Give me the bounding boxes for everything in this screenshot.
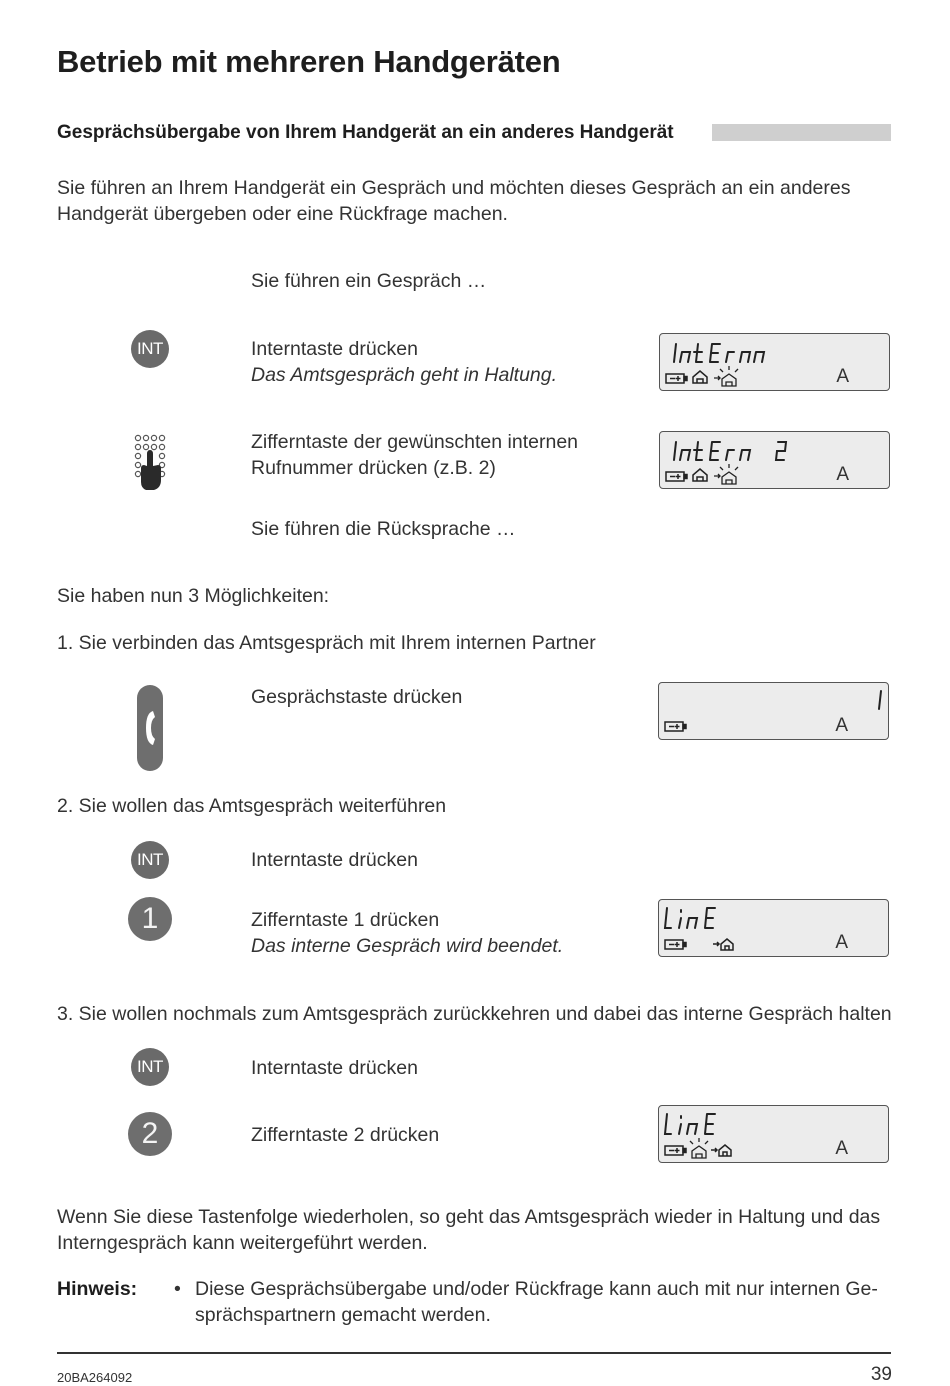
- footer-divider: [57, 1352, 891, 1354]
- talk-key-icon: [136, 684, 164, 772]
- hint-line-1: Diese Gesprächsübergabe und/oder Rückfrage kann auch mit nur internen Ge-: [195, 1278, 878, 1300]
- intro-line-2: Handgerät übergeben oder eine Rückfrage machen.: [57, 203, 508, 225]
- line-indicator: A: [836, 464, 849, 485]
- int-key-icon: INT: [131, 841, 169, 879]
- section-heading: Gesprächsübergabe von Ihrem Handgerät an ein anderes Handgerät: [57, 122, 674, 143]
- page-title: Betrieb mit mehreren Handgeräten: [57, 44, 561, 79]
- battery-icon: [665, 722, 686, 731]
- display-intern-graphic: [660, 334, 889, 390]
- step-on-hold-note: Das Amtsgespräch geht in Haltung.: [251, 364, 558, 386]
- home-base-icon: [713, 939, 733, 950]
- hint-line-2: sprächspartnern gemacht werden.: [195, 1304, 491, 1326]
- option-2-step-2: [251, 907, 563, 959]
- keypad-icon: [132, 432, 172, 494]
- antenna-icon: [714, 366, 738, 386]
- display-connected: [658, 682, 889, 740]
- lcd-segment-text: [665, 908, 715, 928]
- page-number: 39: [870, 1364, 892, 1385]
- line-indicator: A: [835, 1138, 848, 1159]
- lcd-segment-text: [674, 442, 786, 460]
- lcd-segment-text: [674, 344, 764, 362]
- intro-paragraph: [57, 175, 850, 227]
- closing-line-1: Wenn Sie diese Tastenfolge wiederholen, so geht das Amtsgespräch wieder in Haltung und das: [57, 1206, 881, 1228]
- display-line-2-graphic: [659, 1106, 888, 1162]
- display-connected-graphic: [659, 683, 888, 739]
- battery-icon: [665, 940, 686, 949]
- step-digit-line-2: Rufnummer drücken (z.B. 2): [251, 457, 496, 479]
- display-line-1: [658, 899, 889, 957]
- hint-text: [195, 1276, 878, 1328]
- digit-1-key-icon: 1: [128, 897, 172, 941]
- step-int-press: [251, 336, 557, 388]
- battery-icon: [665, 1146, 686, 1155]
- option-3-step-2: Zifferntaste 2 drücken: [251, 1124, 440, 1146]
- section-heading-bar: [712, 124, 891, 141]
- step-digit-line-1: Zifferntaste der gewünschten internen: [251, 431, 579, 453]
- battery-icon: [666, 374, 687, 383]
- display-line-2: [658, 1105, 889, 1163]
- step-call-ongoing: Sie führen ein Gespräch …: [251, 270, 487, 292]
- option-1-step: Gesprächstaste drücken: [251, 686, 463, 708]
- intro-line-1: Sie führen an Ihrem Handgerät ein Gespräch und möchten dieses Gespräch an ein anderes: [57, 177, 851, 199]
- line-indicator: A: [836, 366, 849, 387]
- option-2-heading: 2. Sie wollen das Amtsgespräch weiterführen: [57, 795, 447, 817]
- int-key-icon: INT: [131, 330, 169, 368]
- options-intro: Sie haben nun 3 Möglichkeiten:: [57, 585, 330, 607]
- int-key-icon: INT: [131, 1048, 169, 1086]
- step-int-press-text: Interntaste drücken: [251, 338, 418, 360]
- display-line-1-graphic: [659, 900, 888, 956]
- antenna-icon: [714, 464, 738, 484]
- option-1-heading: 1. Sie verbinden das Amtsgespräch mit Ihrem internen Partner: [57, 632, 596, 654]
- display-intern: [659, 333, 890, 391]
- antenna-icon: [690, 1138, 708, 1158]
- step-consult: Sie führen die Rücksprache …: [251, 518, 516, 540]
- display-intern-2: [659, 431, 890, 489]
- option-2-note: Das interne Gespräch wird beendet.: [251, 935, 564, 957]
- option-3-heading: 3. Sie wollen nochmals zum Amtsgespräch zurückkehren und dabei das interne Gespräch halten: [57, 1003, 892, 1025]
- step-digit: [251, 429, 578, 481]
- home-base-icon: [693, 469, 707, 481]
- option-3-step-1: Interntaste drücken: [251, 1057, 418, 1079]
- lcd-segment-text: [879, 691, 881, 709]
- closing-paragraph: [57, 1204, 880, 1256]
- closing-line-2: Interngespräch kann weitergeführt werden.: [57, 1232, 428, 1254]
- line-indicator: A: [835, 932, 848, 953]
- line-indicator: A: [835, 715, 848, 736]
- home-base-icon: [693, 371, 707, 383]
- lcd-segment-text: [665, 1114, 715, 1134]
- document-id: 20BA264092: [57, 1370, 133, 1385]
- option-2-step-2-text: Zifferntaste 1 drücken: [251, 909, 440, 931]
- option-2-step-1: Interntaste drücken: [251, 849, 418, 871]
- battery-icon: [666, 472, 687, 481]
- home-base-icon: [711, 1145, 731, 1156]
- hint-bullet: •: [174, 1278, 181, 1300]
- digit-2-key-icon: 2: [128, 1112, 172, 1156]
- hint-label: Hinweis:: [57, 1278, 138, 1300]
- display-intern-2-graphic: [660, 432, 889, 488]
